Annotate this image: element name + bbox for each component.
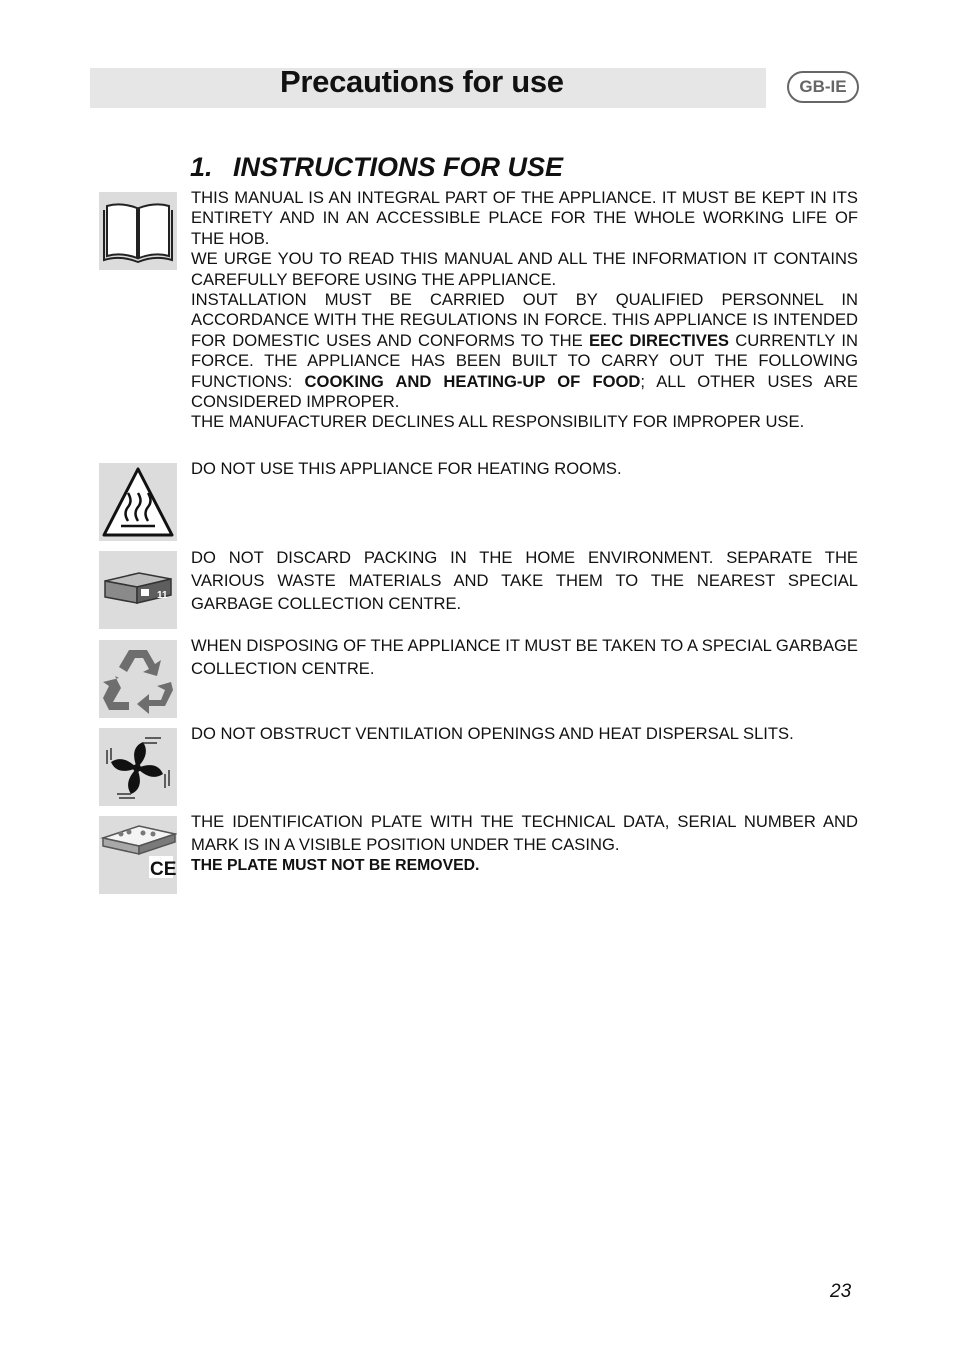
hot-surface-warning-icon xyxy=(99,463,177,541)
installation-text-e: ; ALL OTHER USES ARE CONSIDERED IMPROPER. xyxy=(191,371,858,412)
paragraph-installation xyxy=(191,290,858,412)
installation-bold-directives: EEC DIRECTIVES xyxy=(588,330,729,350)
ce-identification-plate-icon xyxy=(99,816,177,894)
packing-text: DO NOT DISCARD PACKING IN THE HOME ENVIRONMENT. SEPARATE THE VARIOUS WASTE MATERIALS AND TAKE THEM TO THE NEAREST SPECIAL GARBAGE COLLECTION CENTRE. xyxy=(191,548,858,613)
section-title-text: INSTRUCTIONS FOR USE xyxy=(233,152,564,182)
section-title xyxy=(190,152,563,183)
paragraph-responsibility: THE MANUFACTURER DECLINES ALL RESPONSIBILITY FOR IMPROPER USE. xyxy=(191,412,805,432)
plate-description: THE IDENTIFICATION PLATE WITH THE TECHNICAL DATA, SERIAL NUMBER AND MARK IS IN A VISIBLE POSITION UNDER THE CASING. xyxy=(191,812,858,854)
heating-warning-text: DO NOT USE THIS APPLIANCE FOR HEATING ROOMS. xyxy=(191,459,622,478)
page-title: Precautions for use xyxy=(280,64,564,99)
ventilation-text: DO NOT OBSTRUCT VENTILATION OPENINGS AND HEAT DISPERSAL SLITS. xyxy=(191,724,794,743)
intro-text-block xyxy=(191,188,858,433)
paragraph-manual: THIS MANUAL IS AN INTEGRAL PART OF THE APPLIANCE. IT MUST BE KEPT IN ITS ENTIRETY AND IN AN ACCESSIBLE PLACE FOR THE WHOLE WORKING LIFE OF THE HOB. xyxy=(191,188,858,248)
paragraph-read: WE URGE YOU TO READ THIS MANUAL AND ALL THE INFORMATION IT CONTAINS CAREFULLY BEFORE USING THE APPLIANCE. xyxy=(191,249,858,289)
section-number: 1. xyxy=(190,152,213,182)
plate-warning: THE PLATE MUST NOT BE REMOVED. xyxy=(191,857,480,874)
fan-icon xyxy=(99,728,177,806)
disposal-text: WHEN DISPOSING OF THE APPLIANCE IT MUST BE TAKEN TO A SPECIAL GARBAGE COLLECTION CENTRE. xyxy=(191,636,858,678)
installation-bold-functions: COOKING AND HEATING-UP OF FOOD xyxy=(304,371,641,391)
installation-text-c: CURRENTLY IN FORCE. THE APPLIANCE HAS BEEN BUILT TO CARRY OUT THE FOLLOWING FUNCTIONS: xyxy=(191,330,859,391)
recycle-icon xyxy=(99,640,177,718)
ce-mark: CE xyxy=(150,859,177,880)
svg-text:11: 11 xyxy=(157,590,168,601)
page-number: 23 xyxy=(830,1281,852,1302)
installation-text-a: INSTALLATION MUST BE CARRIED OUT BY QUALIFIED PERSONNEL IN ACCORDANCE WITH THE REGULATIONS IN FORCE. THIS APPLIANCE IS INTENDED FOR DOMESTIC USES AND CONFORMS TO THE xyxy=(191,290,858,350)
packing-box-icon xyxy=(99,551,177,629)
open-book-icon xyxy=(99,192,177,270)
language-badge: GB-IE xyxy=(787,71,859,103)
identification-plate-text xyxy=(191,810,858,876)
